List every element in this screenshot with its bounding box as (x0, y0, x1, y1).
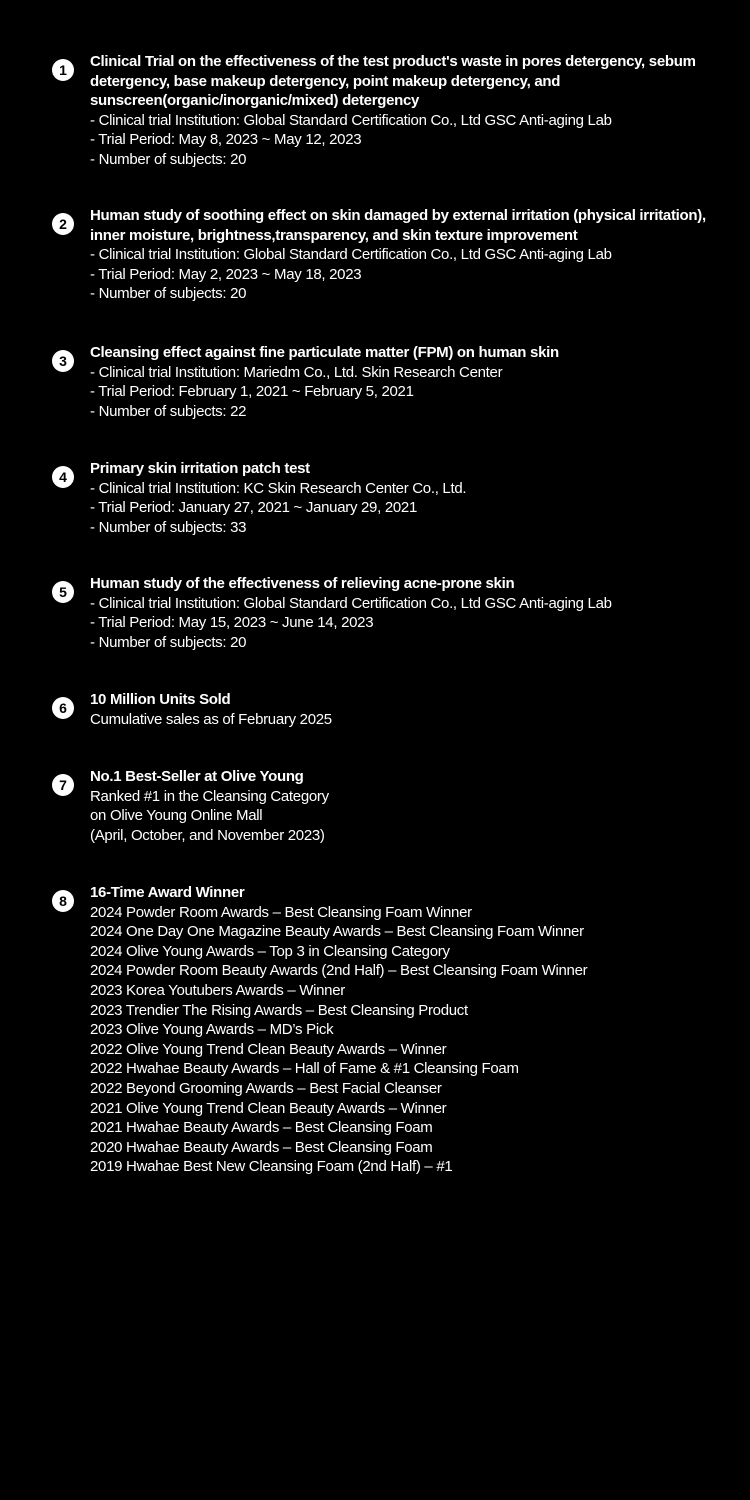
footnote-line: - Clinical trial Institution: Global Standard Certification Co., Ltd GSC Anti-aging Lab (90, 594, 612, 612)
award-line: 2020 Hwahae Beauty Awards – Best Cleansing Foam (90, 1138, 433, 1156)
footnote-line: - Clinical trial Institution: Mariedm Co., Ltd. Skin Research Center (90, 363, 503, 381)
number-badge: 7 (52, 774, 74, 796)
award-line: 2022 Hwahae Beauty Awards – Hall of Fame & #1 Cleansing Foam (90, 1060, 519, 1078)
footnote-line: - Trial Period: May 8, 2023 ~ May 12, 2023 (90, 131, 362, 149)
award-line: 2024 One Day One Magazine Beauty Awards – Best Cleansing Foam Winner (90, 923, 584, 941)
footnote-line: - Number of subjects: 20 (90, 150, 247, 168)
footnote-body (90, 690, 740, 729)
award-line: 2023 Korea Youtubers Awards – Winner (90, 981, 345, 999)
footnote-line: - Number of subjects: 22 (90, 402, 247, 420)
footnote-line: Ranked #1 in the Cleansing Category (90, 787, 329, 805)
footnote-body (90, 343, 740, 421)
footnote-line: - Trial Period: May 2, 2023 ~ May 18, 2023 (90, 265, 362, 283)
footnote-title: Clinical Trial on the effectiveness of the test product's waste in pores detergency, sebum detergency, base makeup detergency, point makeup detergency, and sunscreen(organic/inorganic/mixed) detergency (90, 53, 696, 110)
award-line: 2024 Powder Room Beauty Awards (2nd Half) – Best Cleansing Foam Winner (90, 962, 588, 980)
footnote-line: - Number of subjects: 20 (90, 633, 247, 651)
footnote-title: 10 Million Units Sold (90, 691, 231, 708)
number-badge: 3 (52, 350, 74, 372)
footnote-title: Primary skin irritation patch test (90, 460, 310, 477)
award-line: 2023 Olive Young Awards – MD’s Pick (90, 1021, 334, 1039)
footnote-line: - Trial Period: February 1, 2021 ~ February 5, 2021 (90, 383, 414, 401)
award-line: 2021 Hwahae Beauty Awards – Best Cleansing Foam (90, 1119, 433, 1137)
award-line: 2022 Olive Young Trend Clean Beauty Awards – Winner (90, 1040, 447, 1058)
footnote-body (90, 767, 740, 845)
number-badge: 8 (52, 890, 74, 912)
footnote-title: Human study of soothing effect on skin damaged by external irritation (physical irritation), inner moisture, brightness,transparency, and skin texture improvement (90, 207, 706, 244)
footnote-body (90, 206, 740, 304)
footnote-line: - Clinical trial Institution: Global Standard Certification Co., Ltd GSC Anti-aging Lab (90, 111, 612, 129)
award-line: 2024 Olive Young Awards – Top 3 in Cleansing Category (90, 942, 450, 960)
award-line: 2019 Hwahae Best New Cleansing Foam (2nd Half) – #1 (90, 1158, 453, 1176)
award-line: 2023 Trendier The Rising Awards – Best Cleansing Product (90, 1001, 468, 1019)
number-badge: 6 (52, 697, 74, 719)
footnote-title: Cleansing effect against fine particulate matter (FPM) on human skin (90, 344, 559, 361)
footnote-title: Human study of the effectiveness of relieving acne-prone skin (90, 575, 515, 592)
number-badge: 5 (52, 581, 74, 603)
footnote-line: - Number of subjects: 20 (90, 285, 247, 303)
award-line: 2022 Beyond Grooming Awards – Best Facial Cleanser (90, 1079, 442, 1097)
footnote-line: - Trial Period: January 27, 2021 ~ January 29, 2021 (90, 499, 417, 517)
footnote-line: - Trial Period: May 15, 2023 ~ June 14, 2023 (90, 614, 374, 632)
footnote-line: - Number of subjects: 33 (90, 518, 247, 536)
award-line: 2021 Olive Young Trend Clean Beauty Awards – Winner (90, 1099, 447, 1117)
footnote-line: on Olive Young Online Mall (90, 807, 263, 825)
number-badge: 2 (52, 213, 74, 235)
award-line: 2024 Powder Room Awards – Best Cleansing Foam Winner (90, 903, 472, 921)
footnote-title: No.1 Best-Seller at Olive Young (90, 768, 304, 785)
footnote-line: - Clinical trial Institution: KC Skin Research Center Co., Ltd. (90, 479, 467, 497)
footnote-line: Cumulative sales as of February 2025 (90, 710, 332, 728)
number-badge: 4 (52, 466, 74, 488)
footnote-line: (April, October, and November 2023) (90, 826, 325, 844)
footnote-body (90, 883, 740, 1177)
footnote-body (90, 52, 740, 170)
number-badge: 1 (52, 59, 74, 81)
footnote-title: 16-Time Award Winner (90, 884, 245, 901)
footnote-body (90, 574, 740, 652)
footnote-line: - Clinical trial Institution: Global Standard Certification Co., Ltd GSC Anti-aging Lab (90, 246, 612, 264)
footnote-body (90, 459, 740, 537)
